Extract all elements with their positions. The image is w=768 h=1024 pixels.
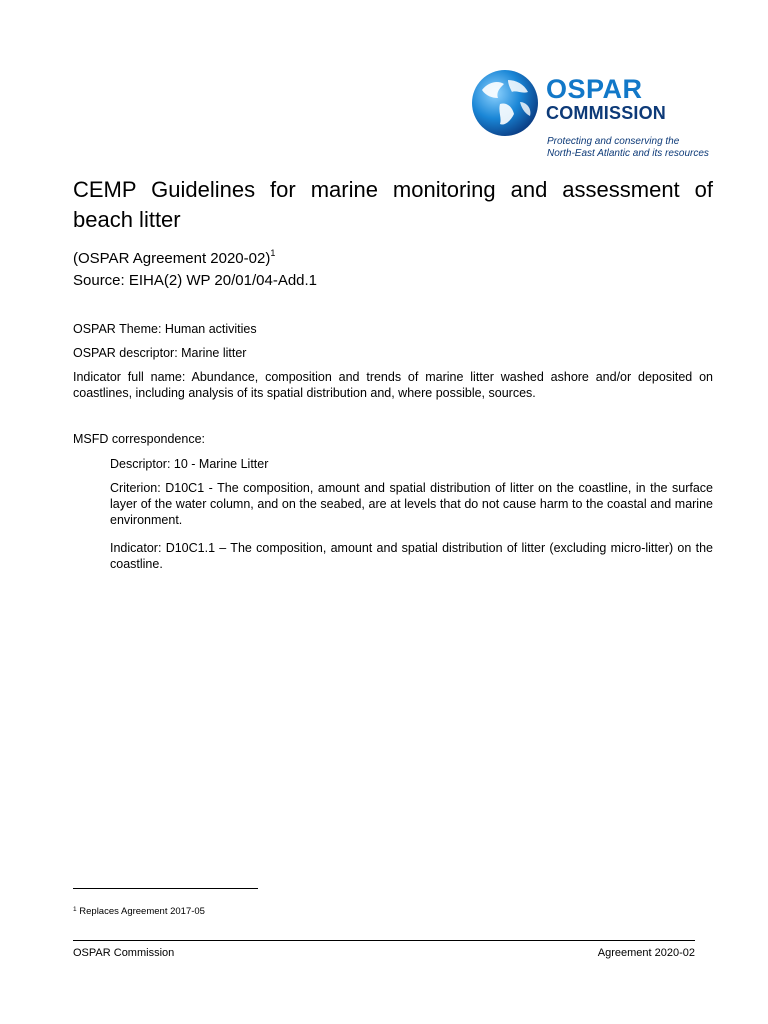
- indicator-full-name: Indicator full name: Abundance, composition and trends of marine litter washed ashore and/or deposited on coastlines, including analysis of its spatial distribution and, where possible, sources.: [73, 370, 713, 400]
- ospar-descriptor: OSPAR descriptor: Marine litter: [73, 346, 247, 360]
- agreement-text: (OSPAR Agreement 2020-02): [73, 250, 271, 267]
- logo-tagline: [547, 136, 727, 160]
- footnote-marker: 1: [270, 248, 276, 258]
- footer-right: Agreement 2020-02: [597, 947, 695, 959]
- logo-tagline-line1: Protecting and conserving the: [547, 136, 680, 147]
- footnote-text: Replaces Agreement 2017-05: [76, 906, 205, 917]
- agreement-line: [73, 243, 275, 269]
- msfd-criterion: Criterion: D10C1 - The composition, amount and spatial distribution of litter on the coastline, in the surface layer of the water column, and on the seabed, are at levels that do not cause harm to the coastal and marine environment.: [110, 481, 713, 527]
- msfd-indicator: Indicator: D10C1.1 – The composition, amount and spatial distribution of litter (excluding micro-litter) on the coastline.: [110, 541, 713, 571]
- footnote-divider: [73, 888, 258, 889]
- source-line: Source: EIHA(2) WP 20/01/04-Add.1: [73, 272, 318, 289]
- msfd-descriptor: Descriptor: 10 - Marine Litter: [110, 457, 269, 471]
- footer-left: OSPAR Commission: [73, 947, 175, 959]
- globe-icon: [470, 68, 540, 138]
- logo-tagline-line2: North-East Atlantic and its resources: [547, 148, 709, 159]
- document-title: CEMP Guidelines for marine monitoring and assessment of beach litter: [73, 177, 713, 232]
- footer-divider: [73, 940, 695, 941]
- footnote-number: 1: [73, 906, 77, 913]
- footnote: [73, 904, 205, 918]
- ospar-logo: [470, 68, 720, 163]
- ospar-theme: OSPAR Theme: Human activities: [73, 322, 257, 336]
- logo-title: OSPAR: [546, 74, 643, 104]
- msfd-heading: MSFD correspondence:: [73, 432, 206, 446]
- logo-subtitle: COMMISSION: [546, 103, 667, 123]
